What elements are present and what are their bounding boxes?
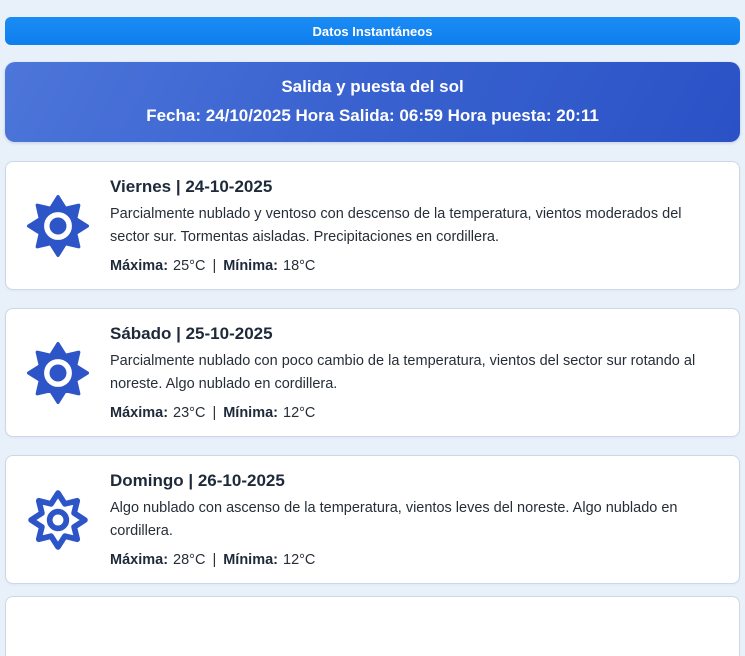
minmax-separator: |: [212, 552, 217, 568]
minmax-line: [110, 256, 719, 276]
day-description: Parcialmente nublado y ventoso con descenso de la temperatura, vientos moderados del sector sur. Tormentas aisladas. Precipitaciones en cordillera.: [110, 206, 682, 245]
sunrise-sunset-banner: [5, 62, 740, 142]
day-description: Algo nublado con ascenso de la temperatura, vientos leves del noreste. Algo nublado en cordillera.: [110, 500, 678, 539]
sun-filled-icon: [26, 194, 90, 258]
forecast-card-partial: [5, 596, 740, 656]
minmax-line: [110, 403, 719, 423]
max-value: 28°C: [173, 552, 206, 568]
max-label: Máxima:: [110, 405, 169, 421]
min-label: Mínima:: [223, 258, 278, 274]
min-label: Mínima:: [223, 405, 278, 421]
forecast-card-viernes: [5, 161, 740, 290]
minmax-line: [110, 550, 719, 570]
day-title: Viernes | 24-10-2025: [110, 177, 273, 196]
min-value: 12°C: [283, 552, 316, 568]
max-value: 25°C: [173, 258, 206, 274]
sun-outline-icon: [26, 488, 90, 552]
forecast-card-sabado: [5, 308, 740, 437]
banner-details: Fecha: 24/10/2025 Hora Salida: 06:59 Hora puesta: 20:11: [146, 106, 599, 125]
minmax-separator: |: [212, 258, 217, 274]
day-title: Domingo | 26-10-2025: [110, 471, 285, 490]
max-value: 23°C: [173, 405, 206, 421]
max-label: Máxima:: [110, 258, 169, 274]
min-value: 12°C: [283, 405, 316, 421]
max-label: Máxima:: [110, 552, 169, 568]
instant-data-button[interactable]: Datos Instantáneos: [5, 17, 740, 45]
forecast-card-domingo: [5, 455, 740, 584]
day-title: Sábado | 25-10-2025: [110, 324, 273, 343]
day-description: Parcialmente nublado con poco cambio de la temperatura, vientos del sector sur rotando al noreste. Algo nublado en cordillera.: [110, 353, 696, 392]
min-value: 18°C: [283, 258, 316, 274]
banner-title: Salida y puesta del sol: [281, 77, 464, 96]
minmax-separator: |: [212, 405, 217, 421]
sun-filled-icon: [26, 341, 90, 405]
min-label: Mínima:: [223, 552, 278, 568]
